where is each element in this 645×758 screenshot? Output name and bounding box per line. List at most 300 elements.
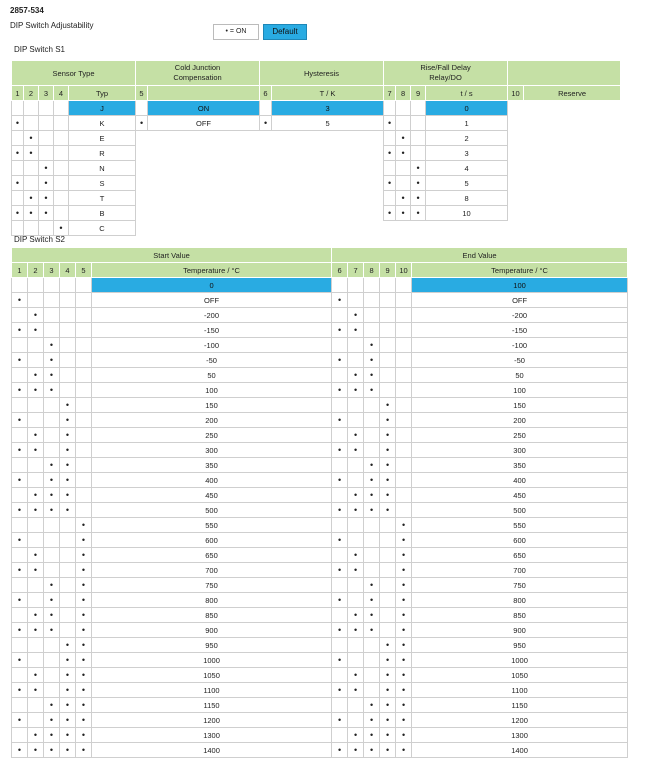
switch-off-cell <box>12 221 24 236</box>
switch-7-header: 7 <box>384 86 396 101</box>
switch-off-cell <box>12 668 28 683</box>
switch-off-cell <box>396 368 412 383</box>
switch-off-cell <box>44 293 60 308</box>
start-temperature-value: 200 <box>92 413 332 428</box>
switch-on-dot: • <box>332 293 348 308</box>
switch-off-cell <box>364 278 380 293</box>
switch-off-cell <box>76 413 92 428</box>
switch-off-cell <box>380 278 396 293</box>
switch-off-cell <box>348 518 364 533</box>
switch-on-dot: • <box>28 743 44 758</box>
switch-on-dot: • <box>348 623 364 638</box>
empty-cell <box>524 146 621 161</box>
switch-off-cell <box>60 548 76 563</box>
s1-row <box>12 161 621 176</box>
switch-off-cell <box>396 488 412 503</box>
switch-on-dot: • <box>76 713 92 728</box>
empty-cell <box>148 146 260 161</box>
switch-on-dot: • <box>60 668 76 683</box>
switch-off-cell <box>44 668 60 683</box>
switch-off-cell <box>364 653 380 668</box>
s1-row <box>12 176 621 191</box>
s2-row <box>12 503 628 518</box>
switch-off-cell <box>12 488 28 503</box>
s2-row <box>12 383 628 398</box>
sensor-type-value: C <box>69 221 136 236</box>
empty-cell <box>260 206 272 221</box>
switch-on-dot: • <box>76 578 92 593</box>
switch-off-cell <box>396 473 412 488</box>
switch-on-dot: • <box>364 353 380 368</box>
switch-off-cell <box>60 518 76 533</box>
end-temperature-value: -50 <box>412 353 628 368</box>
s2-row <box>12 518 628 533</box>
switch-off-cell <box>44 533 60 548</box>
switch-on-dot: • <box>396 668 412 683</box>
switch-off-cell <box>396 323 412 338</box>
switch-on-dot: • <box>332 623 348 638</box>
switch-on-dot: • <box>396 563 412 578</box>
switch-off-cell <box>24 101 39 116</box>
s2-row <box>12 323 628 338</box>
switch-on-dot: • <box>12 176 24 191</box>
switch-on-dot: • <box>44 383 60 398</box>
switch-off-cell <box>44 653 60 668</box>
switch-on-dot: • <box>332 383 348 398</box>
switch-off-cell <box>39 116 54 131</box>
switch-on-dot: • <box>60 458 76 473</box>
switch-on-dot: • <box>60 398 76 413</box>
switch-off-cell <box>60 563 76 578</box>
sensor-type-value: E <box>69 131 136 146</box>
switch-on-dot: • <box>76 548 92 563</box>
empty-cell <box>136 146 148 161</box>
switch-off-cell <box>54 191 69 206</box>
switch-on-dot: • <box>380 743 396 758</box>
switch-on-dot: • <box>380 473 396 488</box>
sensor-type-value: T <box>69 191 136 206</box>
switch-4-header: 4 <box>54 86 69 101</box>
s2-row <box>12 683 628 698</box>
switch-on-dot: • <box>28 548 44 563</box>
empty-cell <box>260 146 272 161</box>
switch-on-dot: • <box>44 623 60 638</box>
switch-5-header: 5 <box>76 263 92 278</box>
end-temperature-value: -200 <box>412 308 628 323</box>
switch-off-cell <box>12 458 28 473</box>
switch-on-dot: • <box>380 458 396 473</box>
switch-off-cell <box>28 398 44 413</box>
switch-on-dot: • <box>380 488 396 503</box>
empty-cell <box>508 146 524 161</box>
reserve-group-header <box>508 61 621 86</box>
end-temperature-value: 550 <box>412 518 628 533</box>
end-temperature-value: 1100 <box>412 683 628 698</box>
s2-row <box>12 608 628 623</box>
switch-off-cell <box>380 623 396 638</box>
switch-off-cell <box>28 338 44 353</box>
empty-cell <box>524 206 621 221</box>
switch-off-cell <box>332 308 348 323</box>
switch-on-dot: • <box>28 683 44 698</box>
switch-off-cell <box>39 101 54 116</box>
empty-cell <box>272 161 384 176</box>
switch-off-cell <box>364 668 380 683</box>
switch-on-dot: • <box>364 608 380 623</box>
switch-on-dot: • <box>12 413 28 428</box>
empty-cell <box>136 191 148 206</box>
switch-on-dot: • <box>380 698 396 713</box>
switch-on-dot: • <box>332 683 348 698</box>
switch-on-dot: • <box>364 593 380 608</box>
switch-off-cell <box>24 221 39 236</box>
switch-on-dot: • <box>44 608 60 623</box>
s2-row <box>12 728 628 743</box>
switch-off-cell <box>76 293 92 308</box>
switch-on-dot: • <box>44 593 60 608</box>
switch-on-dot: • <box>12 206 24 221</box>
delay-value: 5 <box>426 176 508 191</box>
switch-off-cell <box>396 101 411 116</box>
switch-6-header: 6 <box>332 263 348 278</box>
end-temperature-value: 1200 <box>412 713 628 728</box>
switch-on-dot: • <box>396 638 412 653</box>
switch-on-dot: • <box>332 413 348 428</box>
switch-on-dot: • <box>348 743 364 758</box>
switch-off-cell <box>364 398 380 413</box>
empty-cell <box>524 101 621 116</box>
empty-cell <box>260 221 272 236</box>
s1-row <box>12 146 621 161</box>
switch-on-dot: • <box>12 503 28 518</box>
switch-off-cell <box>348 293 364 308</box>
switch-on-dot: • <box>348 428 364 443</box>
empty-cell <box>148 191 260 206</box>
switch-on-dot: • <box>28 668 44 683</box>
switch-off-cell <box>12 728 28 743</box>
start-temperature-value: -100 <box>92 338 332 353</box>
empty-cell <box>426 221 508 236</box>
switch-on-dot: • <box>396 713 412 728</box>
empty-cell <box>508 101 524 116</box>
switch-off-cell <box>396 458 412 473</box>
s2-row <box>12 698 628 713</box>
end-temperature-value: 500 <box>412 503 628 518</box>
switch-on-dot: • <box>348 668 364 683</box>
switch-on-dot: • <box>12 116 24 131</box>
switch-on-dot: • <box>380 683 396 698</box>
switch-off-cell <box>332 278 348 293</box>
default-button[interactable]: Default <box>263 24 307 40</box>
switch-off-cell <box>364 308 380 323</box>
switch-off-cell <box>411 101 426 116</box>
switch-on-dot: • <box>44 353 60 368</box>
switch-on-dot: • <box>364 473 380 488</box>
switch-off-cell <box>396 338 412 353</box>
s2-row <box>12 533 628 548</box>
switch-on-dot: • <box>12 533 28 548</box>
s2-row <box>12 713 628 728</box>
rise-fall-delay-header <box>384 61 508 86</box>
switch-off-cell <box>380 533 396 548</box>
switch-off-cell <box>12 161 24 176</box>
switch-off-cell <box>28 413 44 428</box>
s2-row <box>12 668 628 683</box>
s2-row <box>12 413 628 428</box>
s1-title: DIP Switch S1 <box>14 45 65 54</box>
document-title: DIP Switch Adjustability <box>10 21 94 30</box>
switch-off-cell <box>348 533 364 548</box>
delay-value: 10 <box>426 206 508 221</box>
switch-off-cell <box>24 116 39 131</box>
switch-on-dot: • <box>136 116 148 131</box>
cjc-value: ON <box>148 101 260 116</box>
switch-on-dot: • <box>364 728 380 743</box>
switch-on-dot: • <box>44 728 60 743</box>
switch-7-header: 7 <box>348 263 364 278</box>
empty-cell <box>148 206 260 221</box>
dip-switch-s1-table <box>11 60 621 236</box>
s2-row <box>12 353 628 368</box>
switch-5-header: 5 <box>136 86 148 101</box>
hysteresis-header: Hysteresis <box>260 61 384 86</box>
end-temperature-value: 1050 <box>412 668 628 683</box>
switch-off-cell <box>54 161 69 176</box>
empty-cell <box>272 206 384 221</box>
switch-off-cell <box>76 488 92 503</box>
switch-off-cell <box>396 278 412 293</box>
ts-header: t / s <box>426 86 508 101</box>
switch-10-header: 10 <box>508 86 524 101</box>
switch-on-dot: • <box>364 338 380 353</box>
switch-off-cell <box>332 668 348 683</box>
switch-off-cell <box>12 131 24 146</box>
switch-off-cell <box>54 131 69 146</box>
switch-off-cell <box>348 638 364 653</box>
switch-off-cell <box>28 653 44 668</box>
cold-junction-line1: Cold Junction <box>174 63 221 72</box>
switch-on-dot: • <box>348 443 364 458</box>
end-temperature-value: 750 <box>412 578 628 593</box>
s2-row <box>12 593 628 608</box>
end-temperature-value: OFF <box>412 293 628 308</box>
switch-on-dot: • <box>348 563 364 578</box>
switch-on-dot: • <box>12 353 28 368</box>
switch-off-cell <box>364 638 380 653</box>
switch-off-cell <box>364 293 380 308</box>
end-temperature-value: 900 <box>412 623 628 638</box>
switch-off-cell <box>60 623 76 638</box>
switch-on-dot: • <box>76 593 92 608</box>
s1-row <box>12 191 621 206</box>
switch-on-dot: • <box>332 713 348 728</box>
delay-value: 8 <box>426 191 508 206</box>
switch-off-cell <box>28 593 44 608</box>
start-temperature-value: 550 <box>92 518 332 533</box>
switch-off-cell <box>364 533 380 548</box>
switch-on-dot: • <box>380 728 396 743</box>
switch-off-cell <box>348 593 364 608</box>
switch-off-cell <box>396 308 412 323</box>
switch-off-cell <box>54 116 69 131</box>
switch-off-cell <box>28 638 44 653</box>
switch-off-cell <box>364 683 380 698</box>
switch-off-cell <box>44 443 60 458</box>
switch-off-cell <box>380 323 396 338</box>
end-temperature-value: 1400 <box>412 743 628 758</box>
cjc-value: OFF <box>148 116 260 131</box>
end-temperature-value: 350 <box>412 458 628 473</box>
empty-cell <box>148 131 260 146</box>
switch-on-dot: • <box>411 191 426 206</box>
switch-on-dot: • <box>44 578 60 593</box>
switch-off-cell <box>384 161 396 176</box>
switch-on-dot: • <box>39 161 54 176</box>
switch-on-dot: • <box>28 323 44 338</box>
switch-off-cell <box>28 713 44 728</box>
switch-off-cell <box>54 101 69 116</box>
switch-off-cell <box>44 548 60 563</box>
switch-off-cell <box>60 368 76 383</box>
switch-off-cell <box>12 698 28 713</box>
on-legend: • = ON <box>213 24 259 40</box>
switch-off-cell <box>39 221 54 236</box>
switch-off-cell <box>332 488 348 503</box>
switch-on-dot: • <box>44 698 60 713</box>
switch-off-cell <box>260 101 272 116</box>
end-temperature-value: 200 <box>412 413 628 428</box>
delay-value: 0 <box>426 101 508 116</box>
s2-row <box>12 473 628 488</box>
switch-on-dot: • <box>364 698 380 713</box>
switch-on-dot: • <box>364 743 380 758</box>
start-temperature-value: 500 <box>92 503 332 518</box>
switch-on-dot: • <box>396 653 412 668</box>
switch-on-dot: • <box>60 503 76 518</box>
switch-off-cell <box>39 146 54 161</box>
switch-off-cell <box>12 428 28 443</box>
switch-off-cell <box>28 698 44 713</box>
end-temperature-value: 100 <box>412 383 628 398</box>
switch-off-cell <box>76 458 92 473</box>
switch-on-dot: • <box>60 638 76 653</box>
switch-off-cell <box>396 443 412 458</box>
switch-on-dot: • <box>380 413 396 428</box>
switch-on-dot: • <box>12 323 28 338</box>
start-temperature-value: 850 <box>92 608 332 623</box>
switch-on-dot: • <box>396 548 412 563</box>
switch-on-dot: • <box>364 623 380 638</box>
switch-on-dot: • <box>380 638 396 653</box>
switch-on-dot: • <box>396 518 412 533</box>
switch-off-cell <box>44 638 60 653</box>
empty-cell <box>260 176 272 191</box>
switch-off-cell <box>332 578 348 593</box>
switch-on-dot: • <box>39 176 54 191</box>
switch-off-cell <box>380 548 396 563</box>
switch-off-cell <box>348 473 364 488</box>
switch-off-cell <box>12 638 28 653</box>
sensor-type-header: Sensor Type <box>12 61 136 86</box>
s2-row <box>12 458 628 473</box>
start-temperature-value: 1000 <box>92 653 332 668</box>
switch-on-dot: • <box>364 383 380 398</box>
switch-off-cell <box>44 398 60 413</box>
switch-on-dot: • <box>396 623 412 638</box>
empty-cell <box>272 176 384 191</box>
empty-cell <box>524 176 621 191</box>
end-temperature-value: 800 <box>412 593 628 608</box>
switch-on-dot: • <box>44 713 60 728</box>
switch-off-cell <box>12 608 28 623</box>
start-temperature-value: 950 <box>92 638 332 653</box>
switch-off-cell <box>12 518 28 533</box>
s2-row <box>12 578 628 593</box>
switch-on-dot: • <box>28 563 44 578</box>
empty-cell <box>148 176 260 191</box>
switch-off-cell <box>396 503 412 518</box>
switch-off-cell <box>332 728 348 743</box>
switch-2-header: 2 <box>28 263 44 278</box>
switch-6-header: 6 <box>260 86 272 101</box>
switch-off-cell <box>380 338 396 353</box>
s1-row <box>12 221 621 236</box>
switch-off-cell <box>348 278 364 293</box>
start-temperature-value: 1400 <box>92 743 332 758</box>
switch-3-header: 3 <box>39 86 54 101</box>
empty-cell <box>411 221 426 236</box>
s1-row <box>12 131 621 146</box>
switch-on-dot: • <box>24 191 39 206</box>
switch-on-dot: • <box>76 698 92 713</box>
switch-off-cell <box>76 338 92 353</box>
start-temperature-value: 900 <box>92 623 332 638</box>
sensor-type-value: N <box>69 161 136 176</box>
switch-off-cell <box>28 473 44 488</box>
switch-on-dot: • <box>364 458 380 473</box>
switch-on-dot: • <box>24 131 39 146</box>
switch-on-dot: • <box>332 323 348 338</box>
empty-cell <box>272 191 384 206</box>
start-temperature-header: Temperature / °C <box>92 263 332 278</box>
start-value-header: Start Value <box>12 248 332 263</box>
switch-on-dot: • <box>60 473 76 488</box>
switch-4-header: 4 <box>60 263 76 278</box>
switch-on-dot: • <box>348 368 364 383</box>
switch-off-cell <box>332 398 348 413</box>
switch-on-dot: • <box>384 176 396 191</box>
switch-off-cell <box>332 458 348 473</box>
switch-on-dot: • <box>380 713 396 728</box>
switch-on-dot: • <box>364 713 380 728</box>
switch-on-dot: • <box>384 146 396 161</box>
switch-off-cell <box>76 323 92 338</box>
switch-on-dot: • <box>44 338 60 353</box>
switch-off-cell <box>348 458 364 473</box>
switch-1-header: 1 <box>12 86 24 101</box>
switch-off-cell <box>76 308 92 323</box>
switch-on-dot: • <box>60 728 76 743</box>
switch-off-cell <box>348 713 364 728</box>
switch-off-cell <box>12 368 28 383</box>
switch-off-cell <box>24 161 39 176</box>
switch-off-cell <box>12 191 24 206</box>
end-temperature-value: 250 <box>412 428 628 443</box>
switch-on-dot: • <box>76 743 92 758</box>
s2-row <box>12 443 628 458</box>
switch-on-dot: • <box>76 533 92 548</box>
switch-on-dot: • <box>411 176 426 191</box>
